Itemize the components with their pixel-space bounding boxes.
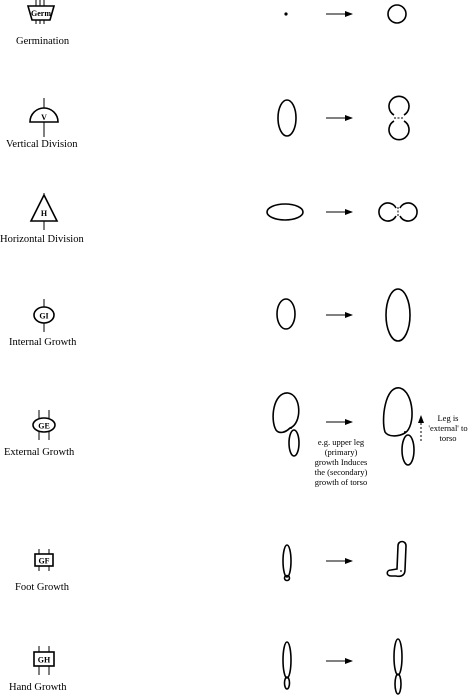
label-external-growth: External Growth — [4, 447, 75, 458]
label-internal-growth: Internal Growth — [9, 337, 77, 348]
hand-growth-symbol — [34, 646, 54, 675]
symbol-label: GI — [39, 311, 49, 321]
symbol-label: H — [40, 209, 48, 218]
symbol-label: Germ — [31, 9, 51, 18]
vertical-division-symbol — [30, 98, 58, 137]
label-vertical-division: Vertical Division — [6, 139, 78, 150]
leg-external-note: Leg is 'external' to torso — [428, 413, 468, 443]
label-horizontal-division: Horizontal Division — [0, 234, 84, 245]
torso-with-leg-after — [384, 388, 414, 465]
horizontal-division-symbol — [31, 193, 57, 230]
foot-before — [283, 545, 291, 581]
grown-ellipse — [386, 289, 410, 341]
torso-with-leg-before — [273, 393, 299, 456]
internal-growth-symbol — [34, 299, 54, 332]
seed-dot — [284, 12, 287, 15]
foot-after — [387, 542, 406, 577]
label-foot-growth: Foot Growth — [15, 582, 69, 593]
hand-before — [283, 642, 291, 689]
symbol-label: GH — [37, 655, 51, 665]
symbol-label: GF — [38, 556, 50, 566]
foot-growth-symbol — [35, 549, 53, 571]
horizontal-divided-cells — [379, 203, 417, 221]
germinated-circle — [388, 5, 406, 23]
germination-symbol — [28, 0, 54, 24]
symbol-label: GE — [38, 421, 50, 431]
small-ellipse — [277, 299, 295, 329]
label-hand-growth: Hand Growth — [9, 682, 67, 693]
external-growth-symbol — [33, 410, 55, 440]
hand-after — [394, 639, 402, 694]
horizontal-ellipse — [267, 204, 303, 220]
vertical-divided-cells — [389, 96, 409, 139]
label-germination: Germination — [16, 36, 70, 47]
vertical-ellipse — [278, 100, 296, 136]
external-growth-note: e.g. upper leg (primary) growth Induces the (secondary) growth of torso — [314, 437, 368, 487]
symbol-label: V — [41, 113, 47, 122]
